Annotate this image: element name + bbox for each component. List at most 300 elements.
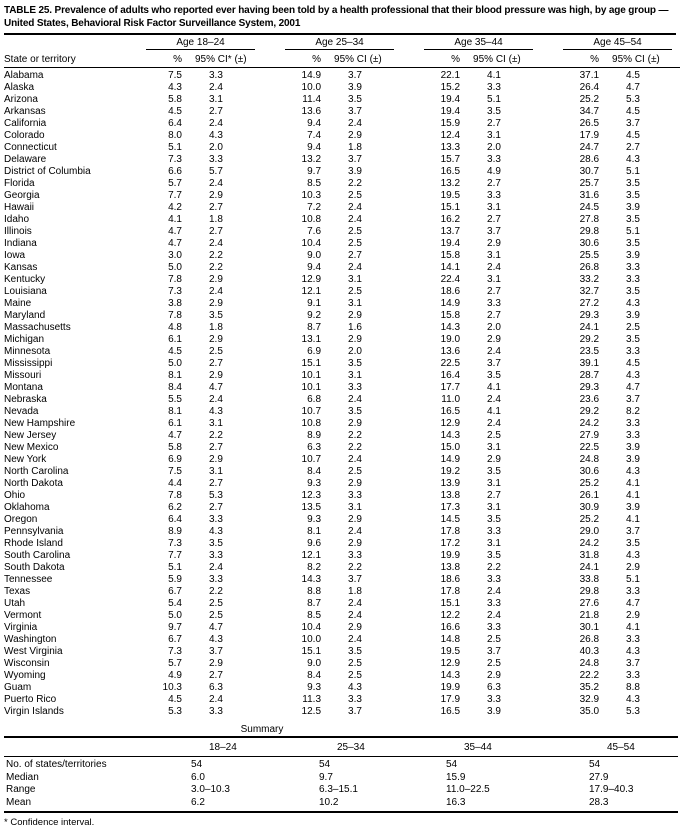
ci-value: 2.7 — [209, 202, 223, 213]
percent-value: 9.7 — [307, 166, 322, 177]
percent-value: 37.1 — [579, 70, 600, 81]
state-name: Connecticut — [4, 142, 57, 153]
summary-table — [4, 736, 678, 813]
ci-value: 2.5 — [348, 670, 362, 681]
ci-value: 3.3 — [626, 262, 640, 273]
table-row — [4, 226, 680, 238]
ci-value: 3.3 — [626, 586, 640, 597]
ci-value: 2.5 — [348, 466, 362, 477]
state-name: Pennsylvania — [4, 526, 64, 537]
ci-value: 3.7 — [626, 526, 640, 537]
percent-value: 12.3 — [301, 490, 322, 501]
percent-value: 12.9 — [440, 658, 461, 669]
percent-value: 8.2 — [307, 562, 322, 573]
percent-value: 5.0 — [168, 262, 182, 273]
table-row — [4, 310, 680, 322]
summary-value: 54 — [319, 759, 331, 770]
state-column-header: State or territory — [4, 50, 126, 68]
table-row — [4, 202, 680, 214]
percent-value: 8.4 — [307, 670, 322, 681]
ci-value: 3.7 — [487, 358, 501, 369]
ci-value: 3.1 — [348, 274, 362, 285]
summary-row — [4, 757, 678, 772]
percent-value: 7.8 — [168, 490, 182, 501]
ci-value: 3.3 — [626, 418, 640, 429]
ci-value: 4.7 — [209, 622, 223, 633]
state-name: Arizona — [4, 94, 38, 105]
ci-value: 3.3 — [626, 274, 640, 285]
percent-value: 14.3 — [440, 430, 461, 441]
summary-row-label: Mean — [6, 796, 32, 808]
percent-value: 9.4 — [307, 142, 322, 153]
percent-value: 6.4 — [168, 118, 182, 129]
percent-value: 14.9 — [440, 298, 461, 309]
table-row — [4, 178, 680, 190]
ci-value: 3.5 — [348, 358, 362, 369]
ci-value: 2.5 — [348, 238, 362, 249]
ci-value: 2.0 — [487, 142, 501, 153]
table-row — [4, 478, 680, 490]
percent-value: 4.7 — [168, 238, 182, 249]
ci-value: 2.7 — [487, 178, 501, 189]
percent-value: 5.3 — [168, 706, 182, 717]
ci-value: 2.7 — [487, 286, 501, 297]
ci-value: 2.9 — [209, 190, 223, 201]
state-name: South Dakota — [4, 562, 65, 573]
ci-value: 3.9 — [348, 166, 362, 177]
table-row — [4, 68, 680, 83]
summary-row-label: Range — [6, 784, 36, 795]
table-row — [4, 658, 680, 670]
ci-value: 2.5 — [487, 430, 501, 441]
table-body — [4, 68, 680, 719]
state-name: Puerto Rico — [4, 694, 57, 705]
ci-value: 4.7 — [626, 598, 640, 609]
ci-value: 2.9 — [348, 130, 362, 141]
ci-value: 2.9 — [348, 622, 362, 633]
age-group-header: Age 25–34 — [285, 37, 394, 50]
ci-value: 3.9 — [626, 502, 640, 513]
state-name: Rhode Island — [4, 538, 63, 549]
ci-value: 2.4 — [487, 610, 501, 621]
ci-value: 3.1 — [487, 442, 501, 453]
ci-value: 4.7 — [626, 382, 640, 393]
percent-value: 22.5 — [579, 442, 600, 453]
percent-value: 13.8 — [440, 490, 461, 501]
percent-value: 8.9 — [168, 526, 182, 537]
percent-value: 17.3 — [440, 502, 461, 513]
ci-value: 2.5 — [209, 346, 223, 357]
ci-value: 2.7 — [209, 442, 223, 453]
ci-value: 3.5 — [487, 514, 501, 525]
ci-value: 4.5 — [626, 106, 640, 117]
ci-value: 3.1 — [209, 466, 223, 477]
ci-value: 2.4 — [348, 598, 362, 609]
percent-value: 25.5 — [579, 250, 600, 261]
summary-value: 15.9 — [446, 771, 466, 783]
ci-value: 3.3 — [487, 298, 501, 309]
state-name: Tennessee — [4, 574, 53, 585]
percent-value: 5.0 — [168, 358, 182, 369]
percent-value: 25.2 — [579, 94, 600, 105]
state-name: Georgia — [4, 190, 40, 201]
ci-value: 2.2 — [209, 586, 223, 597]
percent-value: 11.0 — [441, 394, 461, 405]
ci-value: 3.7 — [348, 706, 362, 717]
percent-value: 5.0 — [168, 610, 182, 621]
percent-value: 3.0 — [168, 250, 182, 261]
percent-value: 12.1 — [301, 286, 322, 297]
percent-value: 8.1 — [168, 370, 182, 381]
ci-value: 4.3 — [209, 634, 223, 645]
percent-column-header: % — [543, 50, 599, 68]
percent-value: 16.5 — [440, 166, 461, 177]
ci-value: 3.3 — [626, 670, 640, 681]
summary-column-header: 45–54 — [587, 737, 678, 757]
percent-value: 9.3 — [307, 514, 322, 525]
percent-value: 13.7 — [440, 226, 461, 237]
ci-value: 3.9 — [626, 202, 640, 213]
percent-value: 25.2 — [579, 478, 600, 489]
percent-value: 12.2 — [440, 610, 461, 621]
ci-value: 3.3 — [487, 622, 501, 633]
ci-value: 2.7 — [209, 106, 223, 117]
ci-value: 4.5 — [626, 358, 640, 369]
table-row — [4, 130, 680, 142]
ci-value: 8.8 — [626, 682, 640, 693]
ci-column-header: 95% CI (±) — [599, 50, 680, 68]
percent-value: 9.0 — [307, 658, 322, 669]
percent-value: 15.1 — [440, 202, 461, 213]
percent-value: 10.4 — [301, 238, 322, 249]
ci-value: 2.9 — [348, 334, 362, 345]
age-row-spacer — [4, 35, 126, 50]
percent-value: 14.5 — [440, 514, 461, 525]
state-name: Indiana — [4, 238, 37, 249]
percent-value: 4.3 — [168, 82, 182, 93]
ci-value: 3.1 — [348, 502, 362, 513]
ci-value: 5.3 — [626, 94, 640, 105]
state-name: New York — [4, 454, 47, 465]
ci-value: 1.8 — [348, 142, 362, 153]
ci-value: 2.7 — [348, 250, 362, 261]
ci-value: 4.7 — [626, 82, 640, 93]
percent-value: 6.6 — [168, 166, 182, 177]
percent-value: 6.8 — [307, 394, 322, 405]
summary-column-header: 25–34 — [317, 737, 444, 757]
ci-value: 4.1 — [626, 622, 640, 633]
ci-value: 3.9 — [626, 250, 640, 261]
state-name: Michigan — [4, 334, 45, 345]
percent-value: 25.7 — [579, 178, 600, 189]
ci-value: 5.1 — [626, 226, 640, 237]
ci-value: 2.4 — [348, 262, 362, 273]
state-name: Oregon — [4, 514, 38, 525]
state-name: Illinois — [4, 226, 32, 237]
percent-value: 13.8 — [440, 562, 461, 573]
summary-header-row — [4, 737, 678, 757]
percent-value: 29.2 — [579, 334, 600, 345]
percent-value: 13.1 — [301, 334, 322, 345]
percent-value: 12.5 — [301, 706, 322, 717]
state-name: Wisconsin — [4, 658, 50, 669]
ci-value: 3.1 — [487, 274, 501, 285]
percent-value: 24.2 — [579, 538, 600, 549]
percent-value: 30.6 — [579, 466, 600, 477]
state-name: Nevada — [4, 406, 39, 417]
state-name: Texas — [4, 586, 31, 597]
percent-column-header: % — [265, 50, 321, 68]
ci-value: 2.7 — [209, 670, 223, 681]
percent-value: 17.2 — [440, 538, 461, 549]
percent-value: 12.1 — [301, 550, 322, 561]
ci-value: 2.4 — [209, 394, 223, 405]
percent-value: 35.0 — [579, 706, 600, 717]
ci-value: 2.7 — [626, 142, 640, 153]
percent-value: 27.9 — [579, 430, 600, 441]
table-row — [4, 646, 680, 658]
percent-value: 14.3 — [440, 670, 461, 681]
ci-value: 8.2 — [626, 406, 640, 417]
ci-value: 2.9 — [487, 334, 501, 345]
percent-value: 4.8 — [168, 322, 182, 333]
percent-value: 7.3 — [168, 646, 182, 657]
ci-value: 3.1 — [209, 94, 223, 105]
percent-value: 24.8 — [579, 454, 600, 465]
percent-value: 26.4 — [579, 82, 600, 93]
percent-value: 6.1 — [168, 334, 182, 345]
state-name: North Dakota — [4, 478, 63, 489]
ci-value: 3.7 — [348, 106, 362, 117]
ci-value: 3.3 — [487, 190, 501, 201]
state-name: Montana — [4, 382, 43, 393]
table-row — [4, 82, 680, 94]
ci-value: 3.7 — [348, 574, 362, 585]
ci-value: 5.7 — [209, 166, 223, 177]
summary-column-header: 35–44 — [444, 737, 587, 757]
ci-value: 3.3 — [487, 82, 501, 93]
percent-value: 5.8 — [168, 94, 182, 105]
percent-value: 15.8 — [440, 250, 461, 261]
ci-value: 3.5 — [487, 106, 501, 117]
ci-value: 4.3 — [626, 370, 640, 381]
ci-value: 5.3 — [209, 490, 223, 501]
table-row — [4, 442, 680, 454]
percent-value: 19.5 — [440, 646, 461, 657]
percent-value: 10.0 — [301, 82, 322, 93]
percent-value: 32.7 — [579, 286, 600, 297]
percent-value: 19.0 — [440, 334, 461, 345]
table-row — [4, 106, 680, 118]
ci-value: 2.9 — [209, 454, 223, 465]
ci-value: 2.5 — [487, 634, 501, 645]
ci-value: 4.3 — [626, 646, 640, 657]
summary-row-label: No. of states/territories — [6, 759, 107, 770]
ci-column-header: 95% CI* (±) — [182, 50, 265, 68]
ci-value: 4.1 — [487, 406, 501, 417]
percent-value: 6.7 — [168, 634, 182, 645]
ci-value: 2.9 — [487, 454, 501, 465]
ci-value: 2.4 — [209, 178, 223, 189]
percent-value: 6.9 — [307, 346, 322, 357]
percent-value: 7.7 — [168, 190, 182, 201]
percent-value: 14.8 — [440, 634, 461, 645]
ci-value: 2.5 — [209, 610, 223, 621]
ci-value: 3.5 — [626, 538, 640, 549]
percent-value: 9.0 — [307, 250, 322, 261]
percent-value: 8.0 — [168, 130, 182, 141]
percent-value: 17.8 — [440, 526, 461, 537]
ci-value: 3.5 — [209, 310, 223, 321]
percent-value: 15.8 — [440, 310, 461, 321]
ci-value: 4.3 — [209, 406, 223, 417]
percent-value: 5.7 — [168, 178, 182, 189]
state-name: Kentucky — [4, 274, 46, 285]
ci-column-header: 95% CI (±) — [321, 50, 404, 68]
ci-value: 3.5 — [626, 334, 640, 345]
ci-value: 3.5 — [487, 370, 501, 381]
ci-value: 3.1 — [209, 418, 223, 429]
ci-value: 3.5 — [626, 238, 640, 249]
table-row — [4, 394, 680, 406]
ci-value: 2.9 — [348, 310, 362, 321]
percent-value: 10.1 — [301, 370, 322, 381]
ci-value: 4.5 — [626, 70, 640, 81]
percent-value: 26.8 — [579, 262, 600, 273]
state-name: Guam — [4, 682, 32, 693]
table-row — [4, 454, 680, 466]
percent-value: 19.9 — [440, 550, 461, 561]
ci-value: 2.4 — [348, 394, 362, 405]
percent-value: 16.5 — [440, 406, 461, 417]
table-row — [4, 598, 680, 610]
ci-value: 2.4 — [348, 202, 362, 213]
state-name: Kansas — [4, 262, 38, 273]
percent-value: 23.5 — [579, 346, 600, 357]
state-name: Iowa — [4, 250, 26, 261]
state-name: Oklahoma — [4, 502, 50, 513]
ci-value: 2.5 — [487, 658, 501, 669]
table-row — [4, 418, 680, 430]
ci-value: 5.3 — [626, 706, 640, 717]
percent-value: 39.1 — [579, 358, 600, 369]
percent-value: 33.2 — [579, 274, 600, 285]
table-row — [4, 370, 680, 382]
ci-value: 2.7 — [487, 214, 501, 225]
ci-value: 3.7 — [209, 646, 223, 657]
percent-value: 15.0 — [440, 442, 461, 453]
percent-value: 23.6 — [579, 394, 600, 405]
ci-value: 2.5 — [348, 226, 362, 237]
ci-value: 2.9 — [348, 478, 362, 489]
percent-value: 19.5 — [440, 190, 461, 201]
percent-value: 29.3 — [579, 382, 600, 393]
percent-value: 10.1 — [301, 382, 322, 393]
ci-value: 3.9 — [626, 454, 640, 465]
table-row — [4, 286, 680, 298]
percent-value: 30.7 — [579, 166, 600, 177]
state-name: North Carolina — [4, 466, 69, 477]
ci-value: 2.4 — [209, 118, 223, 129]
percent-value: 35.2 — [579, 682, 600, 693]
ci-value: 3.5 — [626, 214, 640, 225]
percent-value: 5.7 — [168, 658, 182, 669]
percent-value: 8.5 — [307, 178, 322, 189]
prevalence-table — [4, 35, 680, 718]
percent-value: 10.8 — [301, 214, 322, 225]
ci-value: 3.7 — [626, 658, 640, 669]
percent-value: 7.3 — [168, 154, 182, 165]
ci-value: 2.5 — [209, 598, 223, 609]
percent-value: 22.5 — [440, 358, 461, 369]
state-name: Idaho — [4, 214, 30, 225]
percent-value: 22.1 — [440, 70, 461, 81]
percent-value: 5.1 — [168, 142, 182, 153]
age-group-header: Age 18–24 — [146, 37, 255, 50]
percent-value: 19.4 — [440, 238, 461, 249]
ci-value: 3.7 — [626, 394, 640, 405]
ci-value: 3.7 — [348, 154, 362, 165]
percent-value: 8.9 — [307, 430, 322, 441]
ci-value: 2.9 — [348, 418, 362, 429]
state-name: District of Columbia — [4, 166, 91, 177]
percent-value: 4.4 — [168, 478, 182, 489]
ci-value: 2.4 — [487, 262, 501, 273]
ci-value: 2.7 — [487, 490, 501, 501]
percent-value: 17.7 — [440, 382, 461, 393]
table-row — [4, 214, 680, 226]
percent-value: 12.9 — [440, 418, 461, 429]
percent-value: 4.5 — [168, 346, 182, 357]
percent-value: 8.4 — [168, 382, 182, 393]
ci-value: 2.4 — [487, 418, 501, 429]
ci-value: 3.5 — [348, 406, 362, 417]
state-name: Colorado — [4, 130, 45, 141]
ci-value: 2.9 — [209, 274, 223, 285]
ci-value: 4.3 — [209, 130, 223, 141]
table-row — [4, 682, 680, 694]
percent-value: 7.5 — [168, 70, 182, 81]
state-name: Hawaii — [4, 202, 35, 213]
percent-value: 24.5 — [579, 202, 600, 213]
table-row — [4, 166, 680, 178]
ci-value: 2.4 — [348, 610, 362, 621]
ci-value: 2.7 — [209, 226, 223, 237]
summary-value: 6.0 — [191, 771, 205, 783]
table-row — [4, 142, 680, 154]
summary-value: 54 — [446, 759, 458, 770]
ci-value: 2.9 — [209, 334, 223, 345]
ci-value: 2.2 — [348, 562, 362, 573]
ci-value: 3.7 — [626, 118, 640, 129]
ci-value: 2.0 — [209, 142, 223, 153]
ci-value: 2.4 — [348, 214, 362, 225]
percent-value: 30.9 — [579, 502, 600, 513]
ci-value: 3.1 — [487, 538, 501, 549]
percent-value: 31.6 — [579, 190, 600, 201]
percent-value: 6.7 — [168, 586, 182, 597]
ci-value: 2.7 — [209, 358, 223, 369]
table-row — [4, 346, 680, 358]
percent-value: 15.2 — [440, 82, 461, 93]
table-row — [4, 154, 680, 166]
ci-value: 3.1 — [348, 370, 362, 381]
percent-value: 6.2 — [168, 502, 182, 513]
state-name: Wyoming — [4, 670, 46, 681]
ci-value: 3.3 — [209, 550, 223, 561]
summary-value: 54 — [589, 759, 601, 770]
percent-value: 15.1 — [301, 646, 322, 657]
